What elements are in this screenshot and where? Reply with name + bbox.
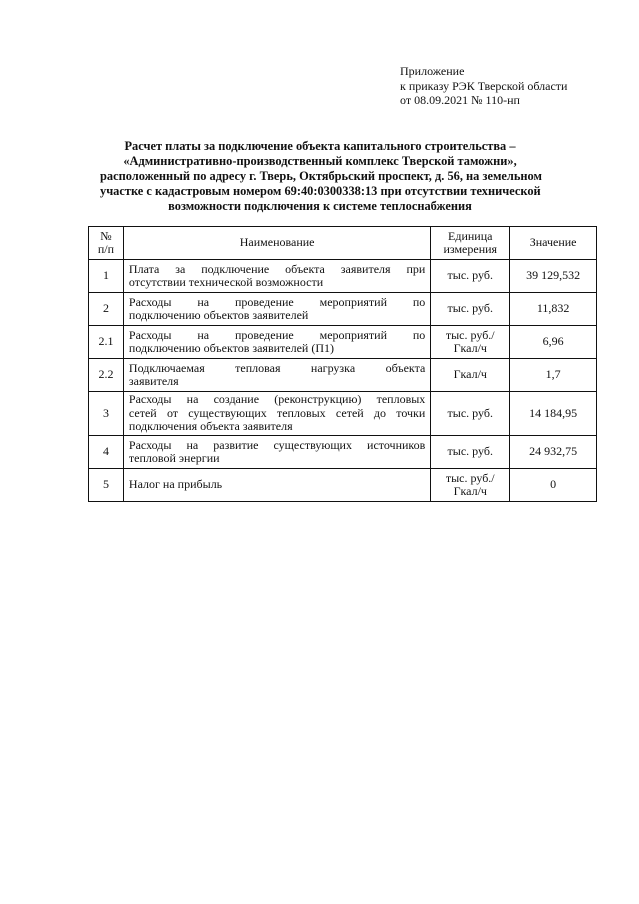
row-name	[123, 293, 430, 326]
row-name-line: подключению объектов заявителей (П1)	[128, 341, 334, 355]
row-unit: тыс. руб.	[431, 436, 510, 469]
row-name-line: Расходы на проведение мероприятий по	[128, 327, 426, 342]
row-value: 11,832	[510, 293, 597, 326]
row-name-line: сетей от существующих тепловых сетей до точки	[128, 405, 426, 420]
appendix-line: к приказу РЭК Тверской области	[400, 78, 568, 93]
header-number-line2: п/п	[97, 242, 115, 256]
row-name-line: заявителя	[128, 374, 179, 388]
table-row	[89, 293, 597, 326]
header-value: Значение	[510, 227, 597, 260]
row-name	[123, 469, 430, 502]
row-name-line: Плата за подключение объекта заявителя при	[128, 261, 426, 276]
row-value: 0	[510, 469, 597, 502]
row-number: 2.2	[89, 359, 124, 392]
row-unit-line: тыс. руб./	[445, 327, 495, 342]
title-line: Расчет платы за подключение объекта капитального строительства –	[124, 139, 516, 153]
row-name-line: Расходы на проведение мероприятий по	[128, 294, 426, 309]
row-name-line: Расходы на развитие существующих источников	[128, 437, 426, 452]
table-row	[89, 392, 597, 436]
row-name-line: тепловой энергии	[128, 451, 220, 465]
title-line: возможности подключения к системе теплоснабжения	[168, 199, 472, 213]
row-value: 1,7	[510, 359, 597, 392]
row-name-line: Налог на прибыль	[128, 477, 223, 492]
row-value: 14 184,95	[510, 392, 597, 436]
row-unit-line: Гкал/ч	[453, 341, 487, 355]
row-number: 1	[89, 260, 124, 293]
appendix-line: от 08.09.2021 № 110-нп	[400, 93, 520, 107]
row-name-line: подключению объектов заявителей	[128, 308, 309, 322]
title-line: «Административно-производственный комплекс Тверской таможни»,	[123, 154, 517, 168]
title-line: расположенный по адресу г. Тверь, Октябрьский проспект, д. 56, на земельном	[100, 169, 542, 183]
header-unit-line2: измерения	[443, 242, 498, 256]
row-name	[123, 436, 430, 469]
table-row	[89, 326, 597, 359]
header-number-line1: №	[100, 228, 112, 243]
appendix-block	[400, 64, 567, 108]
row-value: 6,96	[510, 326, 597, 359]
row-name-line: отсутствии технической возможности	[128, 275, 324, 289]
header-unit-line1: Единица	[448, 228, 493, 243]
row-number: 2	[89, 293, 124, 326]
row-name-line: Расходы на создание (реконструкцию) тепловых	[128, 392, 426, 407]
row-number: 2.1	[89, 326, 124, 359]
row-unit: тыс. руб.	[431, 293, 510, 326]
row-name	[123, 326, 430, 359]
table-row	[89, 359, 597, 392]
row-unit-line: Гкал/ч	[453, 484, 487, 498]
header-number	[89, 227, 124, 260]
row-name-line: подключения объекта заявителя	[128, 419, 293, 434]
table-row	[89, 260, 597, 293]
row-unit	[431, 326, 510, 359]
row-unit-line: тыс. руб./	[445, 470, 495, 485]
row-name	[123, 392, 430, 436]
row-number: 5	[89, 469, 124, 502]
row-number: 4	[89, 436, 124, 469]
row-unit	[431, 469, 510, 502]
header-name: Наименование	[123, 227, 430, 260]
document-title	[100, 139, 540, 214]
row-name	[123, 260, 430, 293]
row-name	[123, 359, 430, 392]
header-unit	[431, 227, 510, 260]
row-value: 39 129,532	[510, 260, 597, 293]
table-row	[89, 469, 597, 502]
table-row	[89, 436, 597, 469]
row-unit: тыс. руб.	[431, 392, 510, 436]
table-header-row	[89, 227, 597, 260]
row-unit: Гкал/ч	[431, 359, 510, 392]
calculation-table	[88, 226, 597, 502]
row-unit: тыс. руб.	[431, 260, 510, 293]
title-line: участке с кадастровым номером 69:40:0300338:13 при отсутствии технической	[100, 184, 541, 198]
appendix-line: Приложение	[400, 64, 465, 78]
row-value: 24 932,75	[510, 436, 597, 469]
row-name-line: Подключаемая тепловая нагрузка объекта	[128, 360, 426, 375]
row-number: 3	[89, 392, 124, 436]
